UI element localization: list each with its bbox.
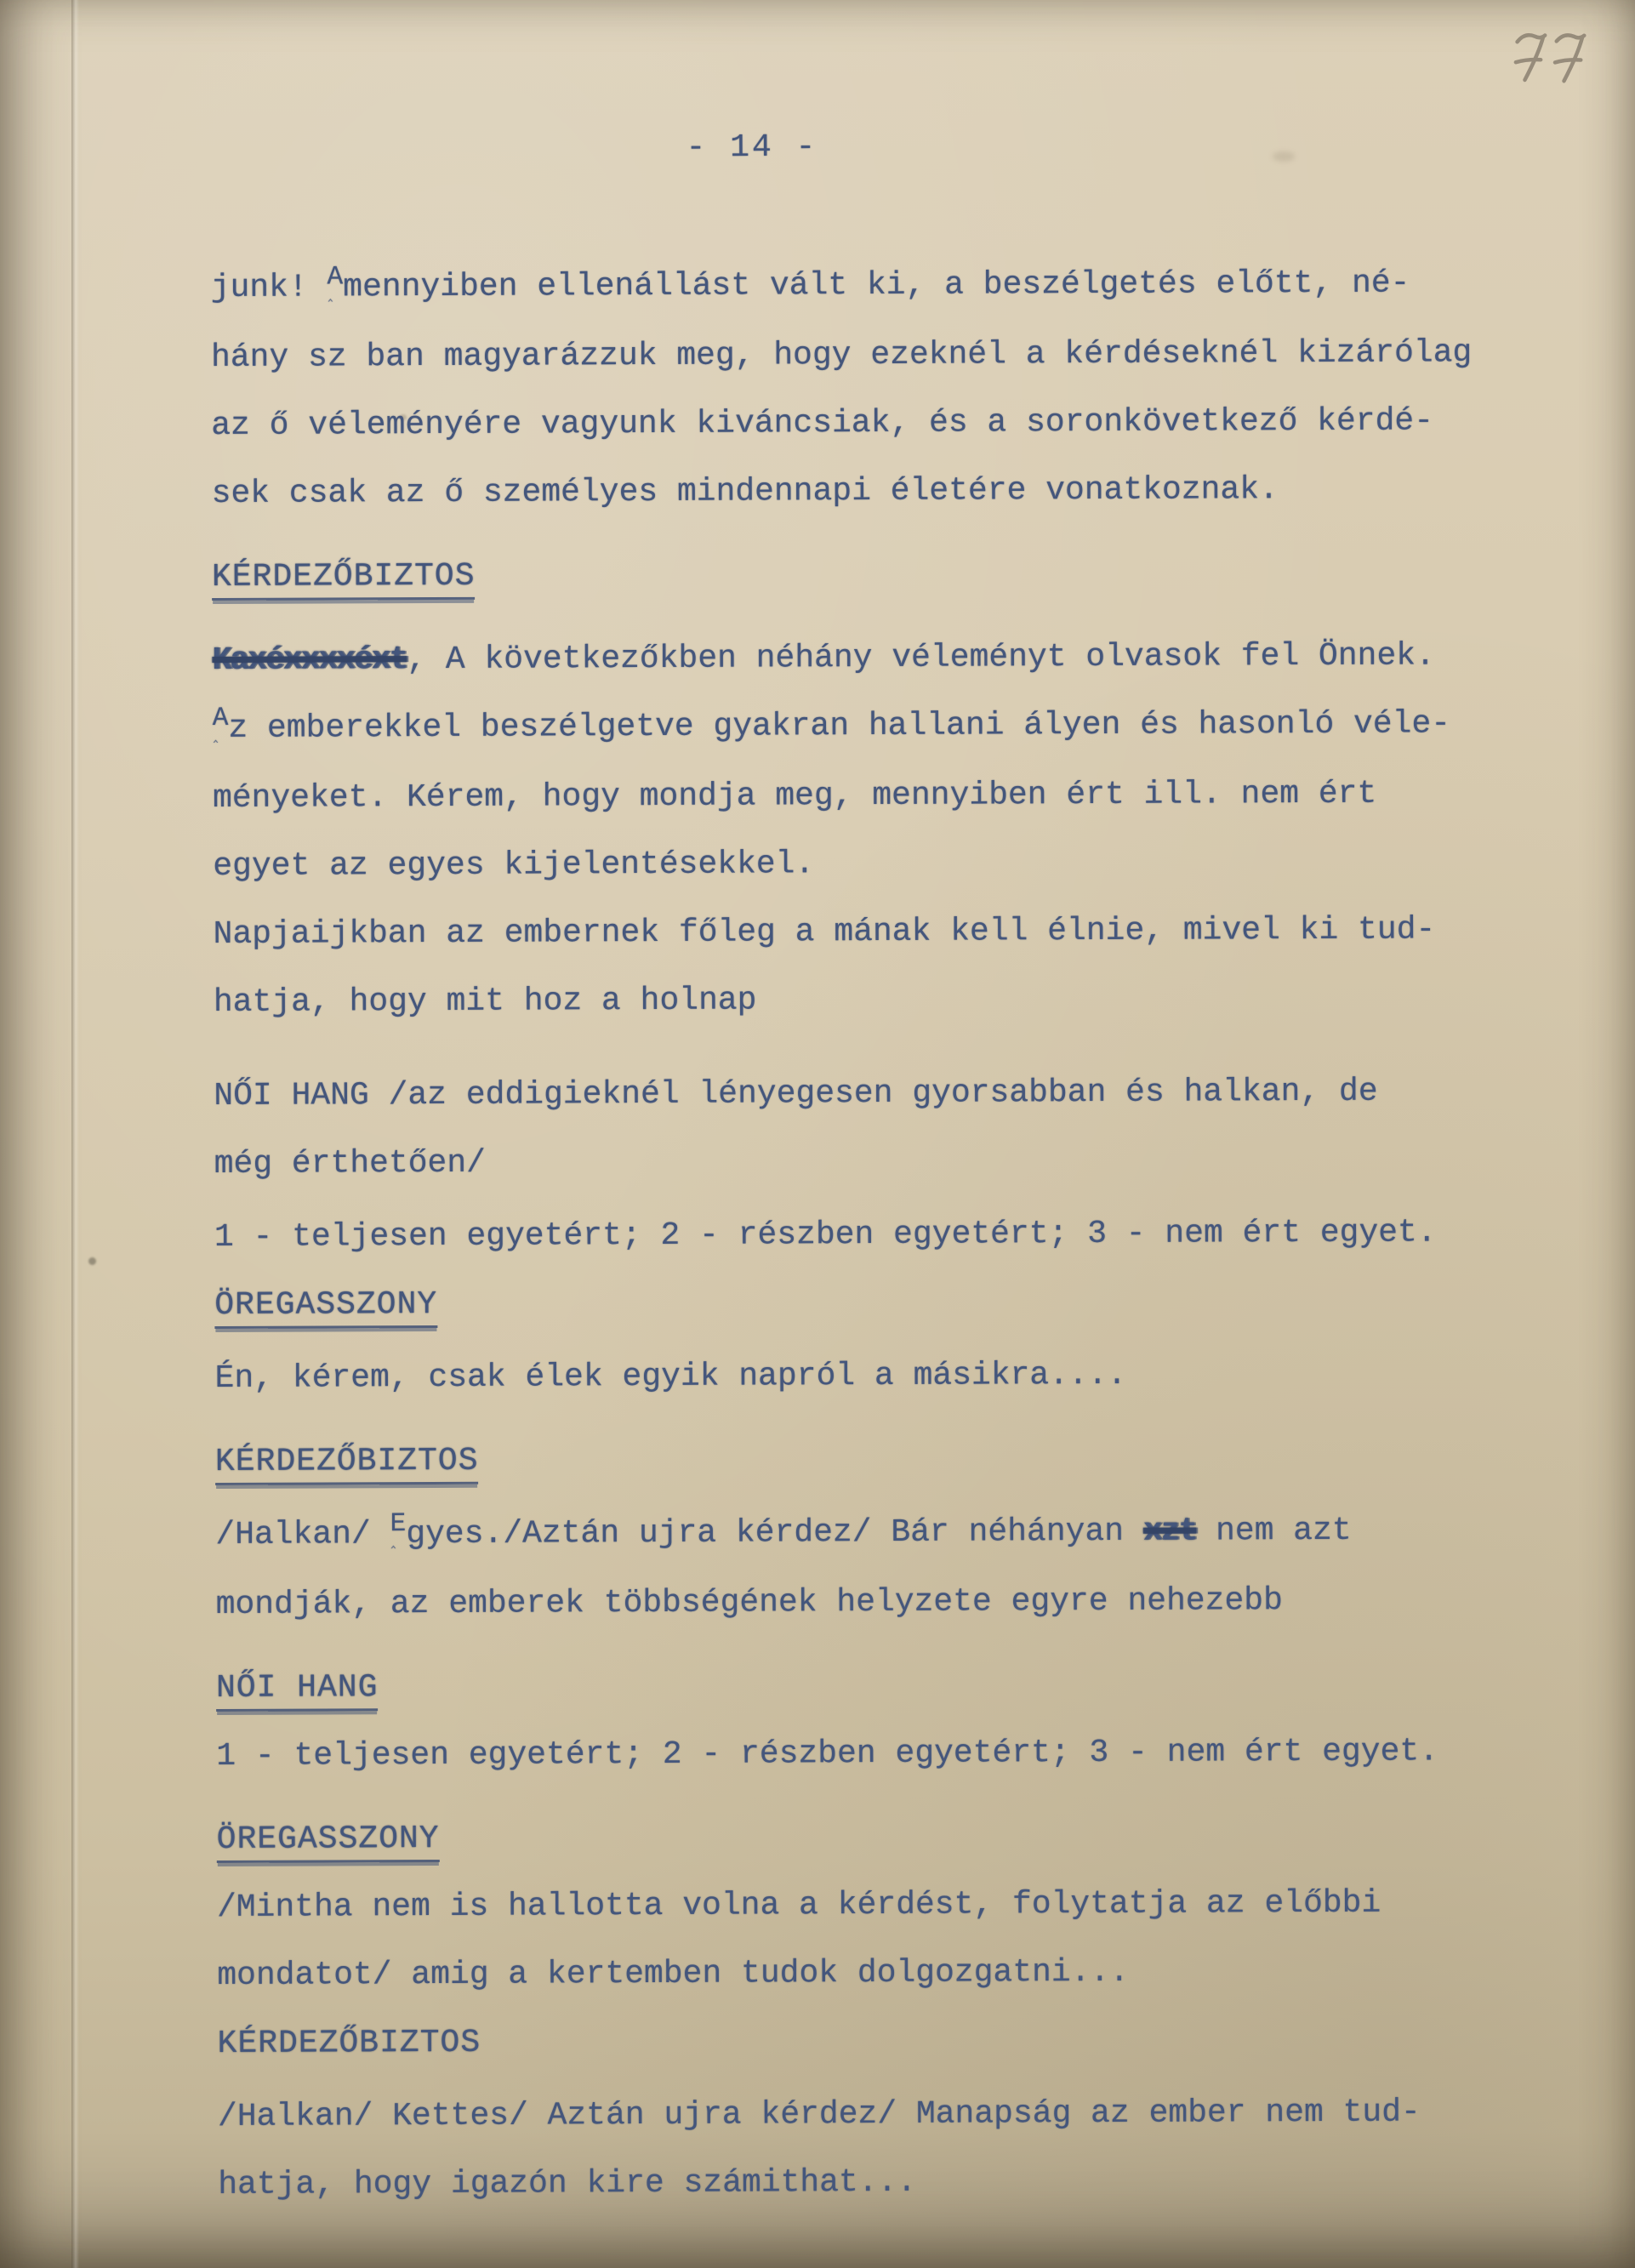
script-line	[218, 2078, 1545, 2151]
text-segment: 1 - teljesen egyetért; 2 - részben egyetért; 3 - nem ért egyet.	[214, 1214, 1437, 1256]
text-segment: KÉRDEZŐBIZTOS	[217, 2024, 481, 2062]
speaker-heading	[217, 2005, 1544, 2078]
text-segment: egyet az egyes kijelentésekkel.	[213, 846, 815, 885]
text-segment: junk!	[210, 269, 328, 307]
script-line	[217, 1937, 1544, 2010]
speaker-heading	[214, 1267, 1541, 1340]
text-segment: NŐI HANG	[215, 1669, 379, 1707]
heading-underline	[215, 1443, 479, 1485]
script-line	[214, 1199, 1541, 1272]
script-line	[215, 1496, 1542, 1571]
text-segment: Napjaijkban az embernek főleg a mának kell élnie, mivel ki tud-	[213, 911, 1436, 953]
text-segment: Én, kérem, csak élek egyik napról a másikra....	[214, 1356, 1127, 1397]
script-line	[214, 964, 1541, 1037]
script-line	[211, 249, 1538, 324]
script-line	[213, 690, 1540, 765]
text-segment: /Halkan/ Kettes/ Aztán ujra kérdez/ Manapság az ember nem tud-	[217, 2094, 1421, 2135]
text-segment: mondatot/ amig a kertemben tudok dolgozgatni...	[217, 1953, 1130, 1994]
text-segment: sek csak az ő személyes mindennapi életére vonatkoznak.	[211, 471, 1279, 513]
script-line	[216, 1718, 1543, 1791]
script-line	[213, 760, 1540, 833]
text-segment: mennyiben ellenállást vált ki, a beszélgetés előtt, né-	[343, 265, 1410, 306]
text-segment: hatja, hogy igazón kire számithat...	[218, 2163, 917, 2203]
text-segment: z emberekkel beszélgetve gyakran hallani ályen és hasonló véle-	[228, 705, 1451, 747]
speaker-heading	[216, 1650, 1543, 1723]
text-segment: , A következőkben néhány véleményt olvasok fel Önnek.	[407, 637, 1435, 679]
text-segment: ÖREGASSZONY	[214, 1285, 438, 1324]
text-segment: KÉRDEZŐBIZTOS	[214, 1442, 479, 1480]
script-line	[217, 1869, 1544, 1942]
text-segment: mondják, az emberek többségének helyzete egyre nehezebb	[215, 1582, 1283, 1623]
text-segment: hány sz ban magyarázzuk meg, hogy ezeknél a kérdéseknél kizárólag	[210, 334, 1473, 377]
text-segment: hatja, hogy mit hoz a holnap	[213, 982, 757, 1021]
script-line	[212, 455, 1539, 528]
text-segment: ÖREGASSZONY	[216, 1820, 440, 1858]
handwritten-77-strokes	[1503, 22, 1597, 101]
text-segment: NŐI HANG /az eddigieknél lényegesen gyorsabban és halkan, de	[214, 1073, 1378, 1114]
script-line	[218, 2146, 1545, 2220]
text-segment: még érthetően/	[214, 1144, 487, 1182]
text-segment: gyes./Aztán ujra kérdez/ Bár néhányan	[406, 1513, 1143, 1553]
script-line	[216, 1566, 1543, 1639]
text-segment: 1 - teljesen egyetért; 2 - részben egyetért; 3 - nem ért egyet.	[216, 1733, 1439, 1775]
script-line	[213, 828, 1540, 901]
text-segment: ményeket. Kérem, hogy mondja meg, mennyiben ért ill. nem ért	[212, 775, 1377, 817]
paper-stain	[1273, 151, 1295, 162]
text-segment: az ő véleményére vagyunk kiváncsiak, és a soronkövetkező kérdé-	[211, 402, 1434, 445]
script-line	[214, 1057, 1541, 1131]
typed-correction-letter: E ‸	[390, 1490, 406, 1559]
struck-out-word: Kaxéxxxxéxt	[212, 641, 407, 679]
script-line	[211, 319, 1538, 392]
script-line	[213, 896, 1540, 969]
page-number: - 14 -	[686, 128, 818, 167]
text-segment: nem azt	[1196, 1512, 1352, 1550]
speaker-heading	[212, 539, 1539, 612]
text-segment: KÉRDEZŐBIZTOS	[211, 557, 476, 596]
script-line	[212, 622, 1539, 695]
paper-speck	[88, 1257, 96, 1265]
heading-underline	[216, 1669, 379, 1712]
handwritten-page-number	[1503, 22, 1597, 101]
script-line	[211, 387, 1538, 460]
script-line	[214, 1340, 1541, 1413]
heading-underline	[214, 1286, 437, 1329]
heading-underline	[212, 558, 476, 601]
typed-correction-letter: A ‸	[213, 685, 229, 753]
script-line	[214, 1125, 1541, 1199]
heading-underline	[217, 1821, 440, 1863]
typed-correction-letter: A ‸	[327, 243, 343, 311]
text-segment: /Halkan/	[215, 1516, 390, 1553]
speaker-heading	[215, 1423, 1542, 1496]
scan-left-edge-crease	[71, 0, 79, 2268]
speaker-heading	[217, 1801, 1544, 1874]
text-segment: /Mintha nem is hallotta volna a kérdést, folytatja az előbbi	[216, 1884, 1381, 1926]
typewritten-body	[211, 249, 1546, 2220]
struck-out-word: xzt	[1142, 1513, 1197, 1550]
